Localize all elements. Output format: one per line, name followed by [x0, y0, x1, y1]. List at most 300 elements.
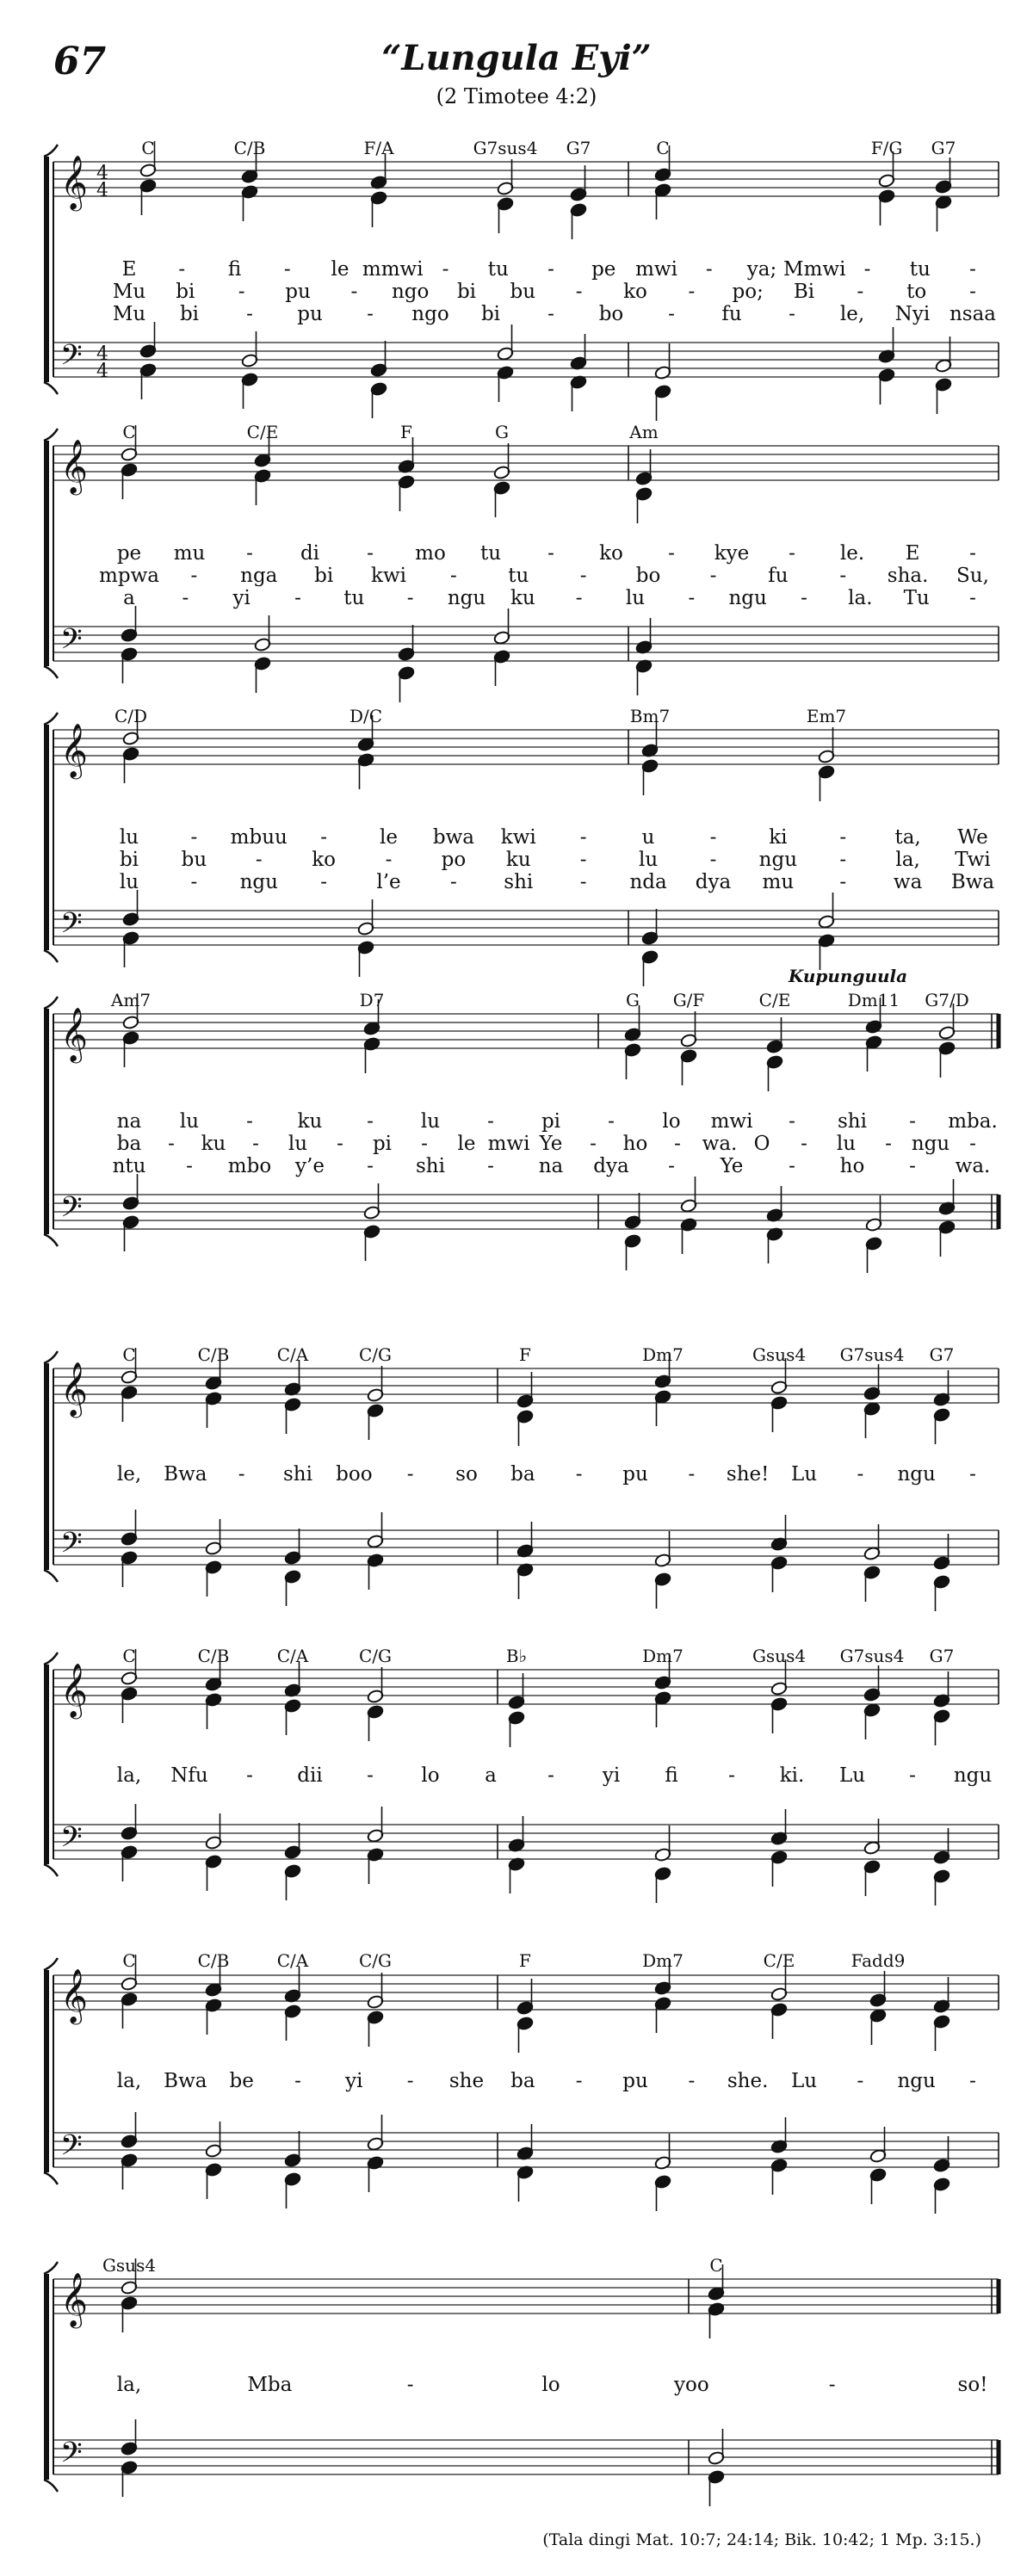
- lyric-syllable: mbuu: [230, 826, 288, 849]
- chord-symbol: B♭: [505, 1646, 528, 1666]
- lyric-syllable: a: [123, 587, 135, 609]
- lyric-syllable: -: [246, 1110, 253, 1133]
- lyric-syllable: -: [579, 826, 587, 849]
- lyric-syllable: Nyi: [894, 303, 931, 325]
- chord-symbol: G7sus4: [839, 1646, 905, 1666]
- bracket-hook: [44, 713, 58, 725]
- lyric-syllable: tu: [487, 258, 509, 281]
- treble-clef: 𝄞: [60, 439, 88, 493]
- chord-symbol: F: [519, 1344, 531, 1365]
- lyric-syllable: l’e: [376, 871, 401, 893]
- chord-symbol: C: [122, 422, 136, 442]
- lyric-syllable: lo: [662, 1110, 681, 1133]
- lyric-syllable: la,: [895, 849, 920, 871]
- lyric-syllable: pe: [116, 542, 142, 565]
- lyric-syllable: -: [367, 1155, 374, 1177]
- chord-symbol: F/G: [870, 138, 903, 158]
- lyric-syllable: -: [668, 303, 675, 325]
- lyric-syllable: -: [575, 2070, 583, 2092]
- lyric-syllable: -: [839, 826, 847, 849]
- lyric-syllable: pu: [297, 303, 323, 325]
- lyric-syllable: bi: [176, 281, 195, 303]
- lyric-syllable: -: [668, 542, 675, 565]
- time-signature: 4: [96, 343, 108, 365]
- bass-clef: 𝄢: [60, 907, 83, 947]
- lyric-syllable: po;: [732, 281, 764, 303]
- lyric-syllable: ku: [505, 849, 531, 871]
- lyric-syllable: sha.: [887, 565, 929, 587]
- chord-symbol: C: [141, 138, 155, 158]
- lyric-syllable: -: [857, 1463, 864, 1486]
- chord-symbol: G7: [566, 138, 591, 158]
- lyric-syllable: yi: [345, 2070, 363, 2092]
- lyric-syllable: Twi: [955, 849, 991, 871]
- lyric-syllable: -: [238, 1463, 245, 1486]
- lyric-syllable: wa.: [955, 1155, 991, 1177]
- lyric-syllable: mo: [415, 542, 446, 565]
- lyric-syllable: -: [969, 1133, 976, 1155]
- lyric-syllable: nda: [629, 871, 667, 893]
- lyric-syllable: Mu: [112, 281, 146, 303]
- section-annotation: Kupunguula: [788, 966, 908, 986]
- lyric-syllable: -: [705, 258, 713, 281]
- lyric-syllable: pu: [622, 2070, 648, 2092]
- lyric-syllable: mmwi: [362, 258, 424, 281]
- treble-clef: 𝄞: [60, 1007, 88, 1061]
- lyric-syllable: lu: [119, 826, 139, 849]
- lyric-syllable: -: [789, 1155, 795, 1177]
- lyric-syllable: -: [442, 258, 449, 281]
- lyric-syllable: mwi: [635, 258, 677, 281]
- chord-symbol: C: [122, 1646, 136, 1666]
- chord-symbol: G7/D: [925, 990, 969, 1010]
- lyric-syllable: -: [579, 849, 587, 871]
- lyric-syllable: mu: [173, 542, 206, 565]
- bracket-hook: [44, 1234, 58, 1246]
- lyric-syllable: -: [575, 281, 583, 303]
- lyric-syllable: -: [421, 1133, 428, 1155]
- time-signature: 4: [96, 361, 108, 382]
- lyric-syllable: -: [252, 1133, 259, 1155]
- lyric-syllable: -: [863, 258, 871, 281]
- lyric-syllable: O: [753, 1133, 770, 1155]
- scripture-reference: (2 Timotee 4:2): [436, 84, 597, 108]
- lyric-syllable: fi: [665, 1764, 678, 1787]
- lyric-syllable: ngo: [411, 303, 449, 325]
- bracket-hook: [44, 2262, 58, 2274]
- lyric-syllable: so!: [957, 2374, 988, 2396]
- lyric-syllable: ntu: [112, 1155, 146, 1177]
- chord-symbol: C/E: [246, 422, 279, 442]
- bass-clef: 𝄢: [60, 339, 83, 379]
- lyric-syllable: ho: [622, 1133, 648, 1155]
- lyric-syllable: bi: [179, 303, 200, 325]
- lyric-syllable: fu: [721, 303, 742, 325]
- lyric-syllable: -: [728, 1764, 735, 1787]
- lyric-syllable: -: [688, 1463, 696, 1486]
- lyric-syllable: mu: [762, 871, 795, 893]
- lyric-syllable: -: [190, 826, 198, 849]
- chord-symbol: D7: [359, 990, 385, 1010]
- lyric-syllable: -: [294, 2070, 301, 2092]
- lyric-syllable: yi: [232, 587, 251, 609]
- lyric-syllable: ko: [312, 849, 337, 871]
- lyric-syllable: -: [969, 542, 976, 565]
- lyric-syllable: -: [178, 258, 186, 281]
- lyric-syllable: shi: [838, 1110, 867, 1133]
- lyric-syllable: mbo: [227, 1155, 272, 1177]
- lyric-syllable: ngu: [758, 849, 798, 871]
- lyric-syllable: -: [406, 587, 414, 609]
- lyric-syllable: pi: [541, 1110, 561, 1133]
- lyric-syllable: boo: [336, 1463, 373, 1486]
- lyric-syllable: -: [688, 281, 696, 303]
- chord-symbol: C/G: [358, 1344, 393, 1365]
- lyric-syllable: a: [485, 1764, 497, 1787]
- chord-symbol: Gsus4: [752, 1344, 807, 1365]
- lyric-syllable: di: [300, 542, 320, 565]
- lyric-syllable: bo: [635, 565, 661, 587]
- lyric-syllable: lu: [288, 1133, 308, 1155]
- treble-clef: 𝄞: [60, 723, 88, 777]
- lyric-syllable: -: [789, 1110, 795, 1133]
- lyric-syllable: -: [969, 2070, 976, 2092]
- lyric-syllable: -: [406, 2070, 414, 2092]
- lyric-syllable: -: [688, 2070, 696, 2092]
- chord-symbol: C/B: [233, 138, 266, 158]
- chord-symbol: G: [495, 422, 509, 442]
- chord-symbol: Gsus4: [752, 1646, 807, 1666]
- lyric-syllable: -: [337, 1133, 343, 1155]
- chord-symbol: Dm7: [642, 1344, 684, 1365]
- lyric-syllable: -: [320, 871, 328, 893]
- chord-symbol: C/E: [763, 1950, 795, 1971]
- lyric-syllable: -: [575, 1463, 583, 1486]
- lyric-syllable: -: [789, 542, 795, 565]
- lyric-syllable: ko: [599, 542, 623, 565]
- lyric-syllable: ya;: [746, 258, 777, 281]
- lyric-syllable: pu: [622, 1463, 648, 1486]
- lyric-syllable: Tu: [903, 587, 930, 609]
- bass-clef: 𝄢: [60, 1527, 83, 1566]
- chord-symbol: G7: [929, 1344, 955, 1365]
- lyric-syllable: -: [709, 849, 717, 871]
- lyric-syllable: tu: [343, 587, 365, 609]
- chord-symbol: C/B: [197, 1646, 230, 1666]
- lyric-syllable: -: [367, 303, 374, 325]
- lyric-syllable: lu: [179, 1110, 200, 1133]
- lyric-syllable: lu: [625, 587, 646, 609]
- lyric-syllable: Ye: [539, 1133, 563, 1155]
- lyric-syllable: ngu: [728, 587, 767, 609]
- lyric-syllable: -: [909, 1155, 916, 1177]
- lyric-syllable: ngu: [953, 1764, 993, 1787]
- lyric-syllable: so: [455, 1463, 478, 1486]
- lyric-syllable: -: [320, 826, 328, 849]
- lyric-syllable: fu: [768, 565, 789, 587]
- bass-clef: 𝄢: [60, 2129, 83, 2169]
- lyric-syllable: she.: [727, 2070, 769, 2092]
- lyric-syllable: -: [367, 542, 374, 565]
- bracket-hook: [44, 2480, 58, 2492]
- lyric-syllable: -: [909, 1764, 916, 1787]
- lyric-syllable: le: [331, 258, 349, 281]
- lyric-syllable: lo: [421, 1764, 440, 1787]
- lyric-syllable: tu: [508, 565, 529, 587]
- lyric-syllable: -: [688, 587, 696, 609]
- chord-symbol: Gsus4: [102, 2255, 157, 2276]
- lyric-syllable: mwi: [487, 1133, 530, 1155]
- lyric-syllable: -: [547, 1764, 554, 1787]
- chord-symbol: Fadd9: [851, 1950, 906, 1971]
- lyric-syllable: -: [668, 1155, 675, 1177]
- lyric-syllable: u: [641, 826, 655, 849]
- bracket-hook: [44, 950, 58, 962]
- lyric-syllable: -: [579, 871, 587, 893]
- chord-symbol: Bm7: [629, 706, 671, 726]
- lyric-syllable: dya: [695, 871, 732, 893]
- lyric-syllable: la.: [848, 587, 873, 609]
- chord-symbol: G7: [929, 1646, 955, 1666]
- lyric-syllable: la,: [116, 2374, 142, 2396]
- lyric-syllable: -: [255, 849, 263, 871]
- bracket-hook: [44, 1351, 58, 1363]
- lyric-syllable: ta,: [894, 826, 921, 849]
- lyric-syllable: -: [168, 1133, 175, 1155]
- lyric-syllable: tu: [479, 542, 502, 565]
- lyric-syllable: -: [238, 281, 245, 303]
- lyric-syllable: E: [905, 542, 920, 565]
- lyric-syllable: pu: [285, 281, 311, 303]
- chord-symbol: C: [122, 1950, 136, 1971]
- bracket-hook: [44, 145, 58, 157]
- lyric-syllable: ko: [623, 281, 647, 303]
- lyric-syllable: yoo: [673, 2374, 709, 2396]
- treble-clef: 𝄞: [60, 155, 88, 209]
- lyric-syllable: Lu: [838, 1764, 866, 1787]
- lyric-syllable: ba: [510, 1463, 535, 1486]
- chord-symbol: C/A: [276, 1344, 309, 1365]
- time-signature: 4: [96, 180, 108, 201]
- bracket-hook: [44, 1570, 58, 1582]
- lyric-syllable: Bwa: [164, 1463, 207, 1486]
- bracket-hook: [44, 2172, 58, 2184]
- lyric-syllable: -: [190, 565, 198, 587]
- chord-symbol: C/E: [758, 990, 791, 1010]
- lyric-syllable: -: [246, 542, 253, 565]
- lyric-syllable: ba: [510, 2070, 535, 2092]
- treble-clef: 𝄞: [60, 1663, 88, 1717]
- lyric-syllable: -: [857, 2070, 864, 2092]
- chord-symbol: D/C: [349, 706, 383, 726]
- lyric-syllable: -: [246, 303, 253, 325]
- lyric-syllable: she: [448, 2070, 485, 2092]
- treble-clef: 𝄞: [60, 1362, 88, 1416]
- lyric-syllable: -: [828, 2374, 836, 2396]
- lyric-syllable: kwi: [371, 565, 407, 587]
- bass-clef: 𝄢: [60, 1821, 83, 1861]
- lyric-syllable: fi: [227, 258, 242, 281]
- lyric-syllable: -: [579, 565, 587, 587]
- lyric-syllable: la,: [116, 2070, 142, 2092]
- lyric-syllable: -: [190, 871, 198, 893]
- bracket-hook: [44, 1864, 58, 1876]
- lyric-syllable: -: [406, 1463, 414, 1486]
- lyric-syllable: Nfu: [170, 1764, 208, 1787]
- lyric-syllable: -: [909, 1110, 916, 1133]
- lyric-syllable: -: [246, 1764, 253, 1787]
- lyric-syllable: -: [674, 1133, 681, 1155]
- lyric-syllable: ki: [769, 826, 788, 849]
- lyric-syllable: po: [441, 849, 467, 871]
- lyric-syllable: -: [801, 1133, 807, 1155]
- lyric-syllable: Ye: [720, 1155, 744, 1177]
- bass-clef: 𝄢: [60, 623, 83, 663]
- lyric-syllable: kwi: [500, 826, 536, 849]
- lyric-syllable: -: [547, 258, 554, 281]
- lyric-syllable: mpwa: [99, 565, 159, 587]
- lyric-syllable: ku: [510, 587, 535, 609]
- lyric-syllable: -: [186, 1155, 193, 1177]
- chord-symbol: C/B: [197, 1950, 230, 1971]
- lyric-syllable: ku: [297, 1110, 323, 1133]
- lyric-syllable: ngu: [897, 1463, 936, 1486]
- lyric-syllable: le,: [839, 303, 865, 325]
- chord-symbol: C: [709, 2255, 723, 2276]
- lyric-syllable: -: [969, 258, 976, 281]
- lyric-syllable: le,: [116, 1463, 142, 1486]
- lyric-syllable: dya: [593, 1155, 629, 1177]
- lyric-syllable: lu: [836, 1133, 857, 1155]
- lyric-syllable: ba: [116, 1133, 142, 1155]
- lyric-syllable: -: [608, 1110, 615, 1133]
- chord-symbol: Em7: [806, 706, 847, 726]
- lyric-syllable: -: [590, 1133, 597, 1155]
- lyric-syllable: -: [367, 1764, 374, 1787]
- bracket-hook: [44, 1652, 58, 1665]
- lyric-syllable: bwa: [432, 826, 474, 849]
- lyric-syllable: la,: [116, 1764, 142, 1787]
- lyric-syllable: -: [969, 281, 976, 303]
- lyric-syllable: Bwa: [950, 871, 995, 893]
- bracket-hook: [44, 382, 58, 394]
- lyric-syllable: to: [906, 281, 927, 303]
- chord-symbol: F/A: [363, 138, 394, 158]
- bracket-hook: [44, 997, 58, 1009]
- treble-clef: 𝄞: [60, 1968, 88, 2023]
- lyric-syllable: ngu: [447, 587, 486, 609]
- chord-symbol: F: [519, 1950, 531, 1971]
- lyric-syllable: -: [385, 849, 393, 871]
- lyric-syllable: pe: [591, 258, 616, 281]
- chord-symbol: C/A: [276, 1646, 309, 1666]
- lyric-syllable: -: [487, 1155, 494, 1177]
- lyric-syllable: -: [969, 587, 976, 609]
- lyric-syllable: -: [182, 587, 189, 609]
- lyric-syllable: -: [839, 565, 847, 587]
- lyric-syllable: be: [229, 2070, 254, 2092]
- lyric-syllable: -: [487, 1110, 494, 1133]
- chord-symbol: C/G: [358, 1646, 393, 1666]
- lyric-syllable: Lu: [790, 1463, 818, 1486]
- lyric-syllable: -: [857, 281, 864, 303]
- lyric-syllable: -: [450, 871, 457, 893]
- lyric-syllable: -: [801, 587, 807, 609]
- lyric-syllable: E: [121, 258, 137, 281]
- chord-symbol: Dm7: [642, 1950, 684, 1971]
- lyric-syllable: tu: [909, 258, 931, 281]
- bass-clef: 𝄢: [60, 1191, 83, 1231]
- lyric-syllable: dii: [297, 1764, 323, 1787]
- lyric-syllable: -: [709, 826, 717, 849]
- lyric-syllable: -: [547, 303, 554, 325]
- bracket-hook: [44, 429, 58, 441]
- lyric-syllable: wa: [893, 871, 923, 893]
- lyric-syllable: -: [350, 281, 358, 303]
- lyric-syllable: -: [450, 565, 457, 587]
- lyric-syllable: bi: [119, 849, 139, 871]
- lyric-syllable: le: [457, 1133, 476, 1155]
- bracket-hook: [44, 1958, 58, 1970]
- chord-symbol: C: [656, 138, 670, 158]
- lyric-syllable: -: [283, 258, 291, 281]
- lyric-syllable: -: [294, 587, 301, 609]
- chord-symbol: G7: [931, 138, 956, 158]
- lyric-syllable: ngo: [391, 281, 430, 303]
- lyric-syllable: pi: [372, 1133, 393, 1155]
- chord-symbol: F: [400, 422, 412, 442]
- song-number: 67: [53, 40, 107, 83]
- treble-clef: 𝄞: [60, 2272, 88, 2326]
- lyric-syllable: nsaa: [949, 303, 997, 325]
- chord-symbol: G: [626, 990, 640, 1010]
- chord-symbol: Dm7: [642, 1646, 684, 1666]
- lyric-syllable: We: [957, 826, 988, 849]
- song-title: “Lungula Eyi”: [381, 38, 652, 78]
- chord-symbol: G7sus4: [473, 138, 538, 158]
- lyric-syllable: le: [380, 826, 399, 849]
- lyric-syllable: ho: [839, 1155, 865, 1177]
- lyric-syllable: -: [547, 542, 554, 565]
- lyric-syllable: -: [839, 849, 847, 871]
- lyric-syllable: -: [789, 303, 795, 325]
- chord-symbol: G7sus4: [839, 1344, 905, 1365]
- lyric-syllable: y’e: [295, 1155, 325, 1177]
- lyric-syllable: bu: [181, 849, 207, 871]
- lyric-syllable: kye: [714, 542, 750, 565]
- lyric-syllable: lu: [119, 871, 139, 893]
- lyric-syllable: Su,: [956, 565, 989, 587]
- lyric-syllable: shi: [504, 871, 534, 893]
- lyric-syllable: -: [709, 565, 717, 587]
- footer-references: (Tala dingi Mat. 10:7; 24:14; Bik. 10:42; 1 Mp. 3:15.): [542, 2530, 981, 2549]
- chord-symbol: C/A: [276, 1950, 309, 1971]
- lyric-syllable: -: [367, 1110, 374, 1133]
- lyric-syllable: bi: [456, 281, 477, 303]
- chord-symbol: C/G: [358, 1950, 393, 1971]
- lyric-syllable: nga: [240, 565, 278, 587]
- lyric-syllable: yi: [602, 1764, 621, 1787]
- chord-symbol: G/F: [672, 990, 705, 1010]
- lyric-syllable: Bi: [793, 281, 815, 303]
- lyric-syllable: bi: [314, 565, 334, 587]
- bracket-hook: [44, 666, 58, 678]
- lyric-syllable: ngu: [239, 871, 278, 893]
- lyric-syllable: lu: [638, 849, 659, 871]
- chord-symbol: Am: [629, 422, 659, 442]
- lyric-syllable: mwi: [710, 1110, 753, 1133]
- time-signature: 4: [96, 163, 108, 184]
